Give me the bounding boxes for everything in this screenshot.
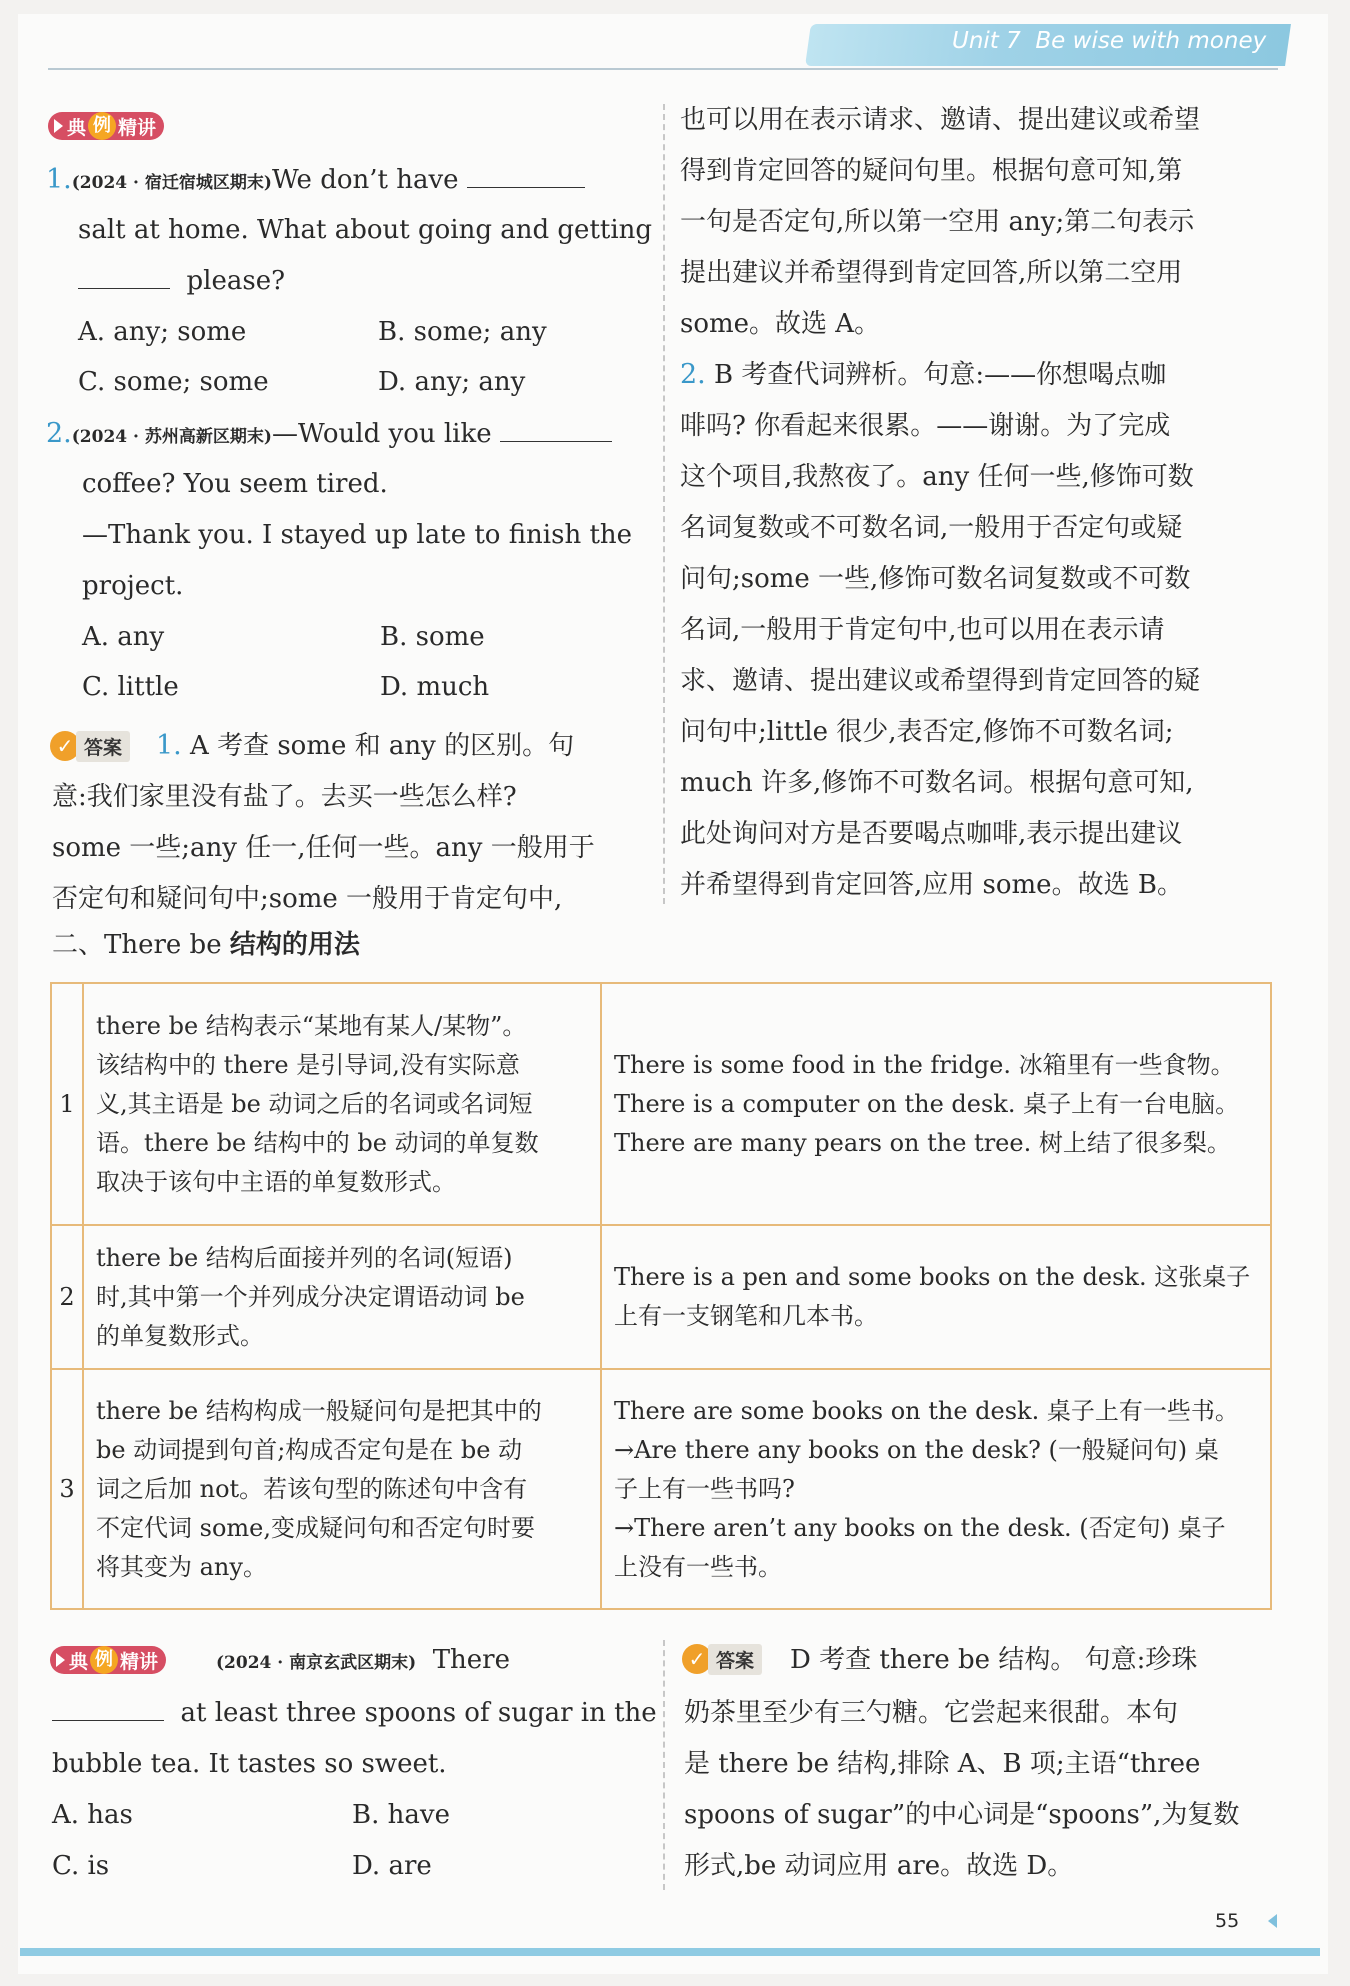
answer-2-line7: 求、邀请、提出建议或希望得到肯定回答的疑 [680, 666, 1201, 696]
question-1-option-b: B. some; any [378, 317, 547, 347]
question-1-line1: 1.(2024 · 宿迁宿城区期末)We don’t have [46, 164, 585, 199]
answer-3-line3: 是 there be 结构,排除 A、B 项;主语“three [684, 1749, 1201, 1779]
answer-badge-2: ✓ 答案 [682, 1644, 762, 1674]
answer-3-line1: D 考查 there be 结构。 句意:珍珠 [790, 1645, 1198, 1675]
example-cell: There is a pen and some books on the desk. 这张桌子 上有一支钢笔和几本书。 [601, 1225, 1271, 1369]
example-badge-2: 典 例 精讲 [50, 1646, 166, 1674]
table-row [51, 1225, 1271, 1369]
answer-1-line3: some 一些;any 任一,任何一些。any 一般用于 [52, 833, 595, 863]
answer-2-line4: 名词复数或不可数名词,一般用于否定句或疑 [680, 513, 1183, 543]
question-3-option-d: D. are [352, 1851, 432, 1881]
question-3-option-c: C. is [52, 1851, 110, 1881]
rule-cell: there be 结构构成一般疑问句是把其中的 be 动词提到句首;构成否定句是在 be 动 词之后加 not。若该句型的陈述句中含有 不定代词 some,变成疑问句和否定句时要 将其变为 any。 [83, 1369, 601, 1609]
section-title: 二、There be 结构的用法 [52, 930, 360, 960]
answer-2-line8: 问句中;little 很少,表否定,修饰不可数名词; [680, 717, 1174, 747]
answer-2-line3: 这个项目,我熬夜了。any 任何一些,修饰可数 [680, 462, 1194, 492]
answer-1-cont-line1: 也可以用在表示请求、邀请、提出建议或希望 [680, 105, 1201, 135]
header-rule [48, 68, 1278, 70]
question-1-line2: salt at home. What about going and getting [78, 215, 653, 245]
question-3-option-b: B. have [352, 1800, 450, 1830]
answer-1-line4: 否定句和疑问句中;some 一般用于肯定句中, [52, 884, 563, 914]
table-row [51, 1369, 1271, 1609]
question-2-line4: project. [82, 571, 184, 601]
answer-2-line1: 2. B 考查代词辨析。句意:——你想喝点咖 [680, 359, 1167, 390]
answer-1-line2: 意:我们家里没有盐了。去买一些怎么样? [52, 782, 517, 812]
row-index: 1 [51, 983, 83, 1225]
page-arrow-icon [1268, 1914, 1277, 1928]
table-row [51, 983, 1271, 1225]
answer-1-cont-line4: 提出建议并希望得到肯定回答,所以第二空用 [680, 258, 1183, 288]
question-3-line2: at least three spoons of sugar in the [52, 1697, 657, 1729]
check-icon: ✓ [50, 731, 80, 761]
answer-2-line10: 此处询问对方是否要喝点咖啡,表示提出建议 [680, 819, 1183, 849]
answer-1-line1: 1. A 考查 some 和 any 的区别。句 [156, 730, 575, 761]
answer-2-line6: 名词,一般用于肯定句中,也可以用在表示请 [680, 615, 1165, 645]
rule-cell: there be 结构后面接并列的名词(短语) 时,其中第一个并列成分决定谓语动词 be 的单复数形式。 [83, 1225, 601, 1369]
page-number: 55 [1215, 1910, 1240, 1932]
example-cell: There are some books on the desk. 桌子上有一些书。 →Are there any books on the desk? (一般疑问句) 桌 子上有一些书吗? →There aren’t any books on the desk. (否定句) 桌子 上没有一些书。 [601, 1369, 1271, 1609]
example-cell: There is some food in the fridge. 冰箱里有一些食物。 There is a computer on the desk. 桌子上有一台电脑。 There are many pears on the tree. 树上结了很多梨。 [601, 983, 1271, 1225]
question-3-line3: bubble tea. It tastes so sweet. [52, 1749, 447, 1779]
question-2-line3: —Thank you. I stayed up late to finish the [82, 520, 633, 550]
question-3-line1: (2024 · 南京玄武区期末) There [216, 1645, 510, 1675]
answer-2-line5: 问句;some 一些,修饰可数名词复数或不可数 [680, 564, 1191, 594]
answer-3-line5: 形式,be 动词应用 are。故选 D。 [684, 1851, 1074, 1881]
play-icon [56, 1653, 65, 1667]
there-be-table [50, 982, 1272, 1610]
answer-2-line11: 并希望得到肯定回答,应用 some。故选 B。 [680, 870, 1183, 900]
check-icon: ✓ [682, 1644, 712, 1674]
answer-3-line2: 奶茶里至少有三勺糖。它尝起来很甜。本句 [684, 1698, 1179, 1728]
row-index: 2 [51, 1225, 83, 1369]
question-1-option-a: A. any; some [78, 317, 247, 347]
unit-title: Unit 7 Be wise with money [952, 28, 1267, 54]
rule-cell: there be 结构表示“某地有某人/某物”。 该结构中的 there 是引导词,没有实际意 义,其主语是 be 动词之后的名词或名词短 语。there be 结构中的 be 动词的单复数 取决于该句中主语的单复数形式。 [83, 983, 601, 1225]
play-icon [54, 119, 63, 133]
column-divider-bottom [663, 1640, 665, 1890]
question-2-option-b: B. some [380, 622, 485, 652]
question-2-option-d: D. much [380, 672, 490, 702]
example-badge: 典 例 精讲 [48, 112, 164, 140]
question-2-option-a: A. any [82, 622, 165, 652]
question-2-option-c: C. little [82, 672, 179, 702]
answer-badge: ✓ 答案 [50, 731, 130, 761]
answer-1-cont-line2: 得到肯定回答的疑问句里。根据句意可知,第 [680, 156, 1183, 186]
answer-1-cont-line5: some。故选 A。 [680, 309, 881, 339]
answer-2-line9: much 许多,修饰不可数名词。根据句意可知, [680, 768, 1194, 798]
question-2-line1: 2.(2024 · 苏州高新区期末)—Would you like [46, 418, 612, 453]
question-3-option-a: A. has [52, 1800, 133, 1830]
question-2-line2: coffee? You seem tired. [82, 469, 388, 499]
answer-2-line2: 啡吗? 你看起来很累。——谢谢。为了完成 [680, 411, 1171, 441]
question-1-line3: please? [78, 265, 285, 297]
answer-1-cont-line3: 一句是否定句,所以第一空用 any;第二句表示 [680, 207, 1195, 237]
row-index: 3 [51, 1369, 83, 1609]
question-1-option-c: C. some; some [78, 367, 269, 397]
footer-bar [20, 1948, 1320, 1956]
answer-3-line4: spoons of sugar”的中心词是“spoons”,为复数 [684, 1800, 1240, 1830]
column-divider [663, 104, 665, 904]
question-1-option-d: D. any; any [378, 367, 526, 397]
